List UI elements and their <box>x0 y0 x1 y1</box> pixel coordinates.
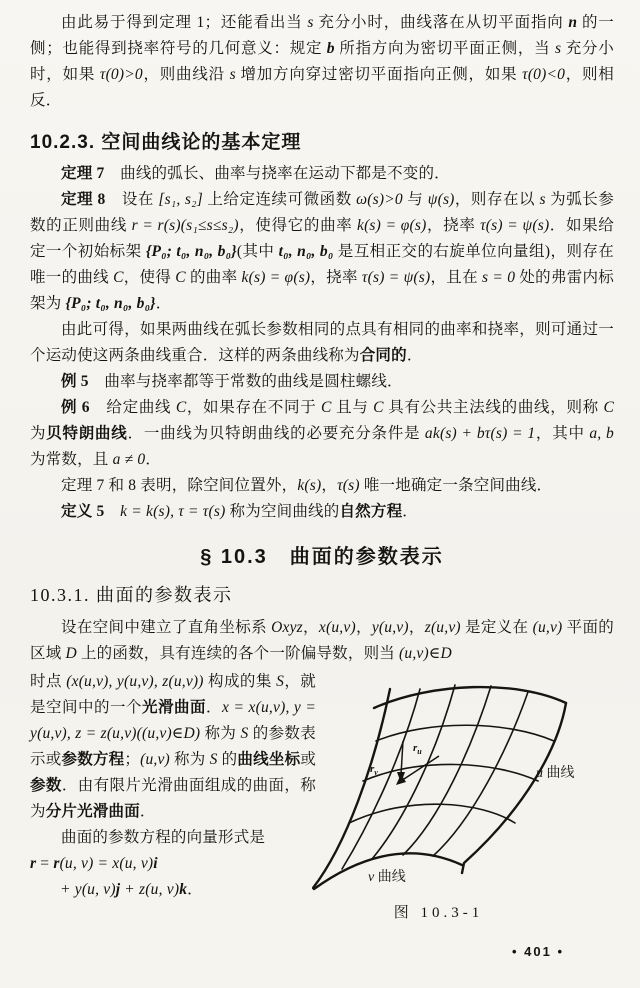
page-number: • 401 • <box>512 944 565 959</box>
example-6: 例 6 给定曲线 C，如果存在不同于 C 且与 C 具有公共主法线的曲线，则称 C 为贝特朗曲线．一曲线为贝特朗曲线的必要充分条件是 ak(s) + bτ(s) = 1，其中 a, b 为常数，且 a ≠ 0． <box>30 399 614 468</box>
figure-caption: 图 10.3-1 <box>393 905 484 921</box>
figure-column <box>316 669 620 922</box>
u-curve-label: u 曲线 <box>536 766 575 781</box>
theorem-8: 定理 8 设在 [s₁, s₂] 上给定连续可微函数 ω(s)>0 与 ψ(s)，则存在以 s 为弧长参数的正则曲线 r = r(s)(s₁≤s≤s₂)，使得它的曲率 k(s) = φ(s)，挠率 τ(s) = ψ(s)．如果给定一个初始标架 {P₀; t₀, n₀, b₀}(其中 t₀, n₀, b₀ 是互相正交的右旋单位向量组)，则存在唯一的曲线 C，使得 C 的曲率 k(s) = φ(s)，挠率 τ(s) = ψ(s)，且在 s = 0 处的弗雷内标架为 {P₀; t₀, n₀, b₀}． <box>30 191 615 312</box>
intro-paragraph: 由此易于得到定理 1；还能看出当 s 充分小时，曲线落在从切平面指向 n 的一侧；也能得到挠率符号的几何意义：规定 b 所指方向为密切平面正侧，当 s 充分小时，如果 τ(0)>0，则曲线沿 s 增加方向穿过密切平面指向正侧，如果 τ(0)<0，则相反． <box>30 14 615 109</box>
example-5: 例 5 曲率与挠率都等于常数的曲线是圆柱螺线． <box>61 373 403 390</box>
v-gridline <box>342 689 420 869</box>
u-gridline <box>376 725 554 741</box>
u-gridline <box>349 804 515 823</box>
two-column-region <box>30 669 614 922</box>
section-title: 曲面的参数表示 <box>289 546 444 568</box>
subsection-heading-1031: 10.3.1. 曲面的参数表示 <box>30 585 233 605</box>
surface-text-column <box>30 669 316 903</box>
vector-formula-line-2: + y(u, v)j + z(u, v)k． <box>60 881 203 898</box>
section-number: § 10.3 <box>200 546 268 568</box>
section-heading-1023: 10.2.3. 空间曲线论的基本定理 <box>30 132 302 153</box>
surface-mesh-figure <box>312 677 620 895</box>
section-heading-103 <box>30 540 614 569</box>
congruence-paragraph: 由此可得，如果两曲线在弧长参数相同的点具有相同的曲率和挠率，则可通过一个运动使这两条曲线重合．这样的两条曲线称为合同的． <box>30 321 614 364</box>
definition-5: 定义 5 k = k(s), τ = τ(s) 称为空间曲线的自然方程． <box>61 503 418 520</box>
theorems-summary: 定理 7 和 8 表明，除空间位置外，k(s)，τ(s) 唯一地确定一条空间曲线． <box>61 477 553 494</box>
surface-top-edge <box>374 687 566 708</box>
rv-label: $r_v$ <box>370 763 378 777</box>
v-curve-label: v 曲线 <box>368 870 406 885</box>
vector-form-lead: 曲面的参数方程的向量形式是 <box>61 829 266 846</box>
ru-label: $r_u$ <box>413 742 422 756</box>
figure-1031 <box>312 677 620 922</box>
surface-wrap-paragraph: 时点 (x(u,v), y(u,v), z(u,v)) 构成的集 S，就是空间中的一个光滑曲面．x = x(u,v), y = y(u,v), z = z(u,v)((u,v)∈D) 称为 S 的参数表示或参数方程；(u,v) 称为 S 的曲线坐标或参数．由有限片光滑曲面组成的曲面，称为分片光滑曲面． <box>30 673 317 820</box>
theorem-7: 定理 7 曲线的弧长、曲率与挠率在运动下都是不变的． <box>61 165 450 182</box>
vector-formula-line-1: r = r(u, v) = x(u, v)i <box>30 855 158 872</box>
text-block <box>30 10 614 922</box>
surface-intro-paragraph: 设在空间中建立了直角坐标系 Oxyz，x(u,v)，y(u,v)，z(u,v) 是定义在 (u,v) 平面的区域 D 上的函数，具有连续的各个一阶偏导数，则当 (u,v)∈D <box>30 619 614 662</box>
